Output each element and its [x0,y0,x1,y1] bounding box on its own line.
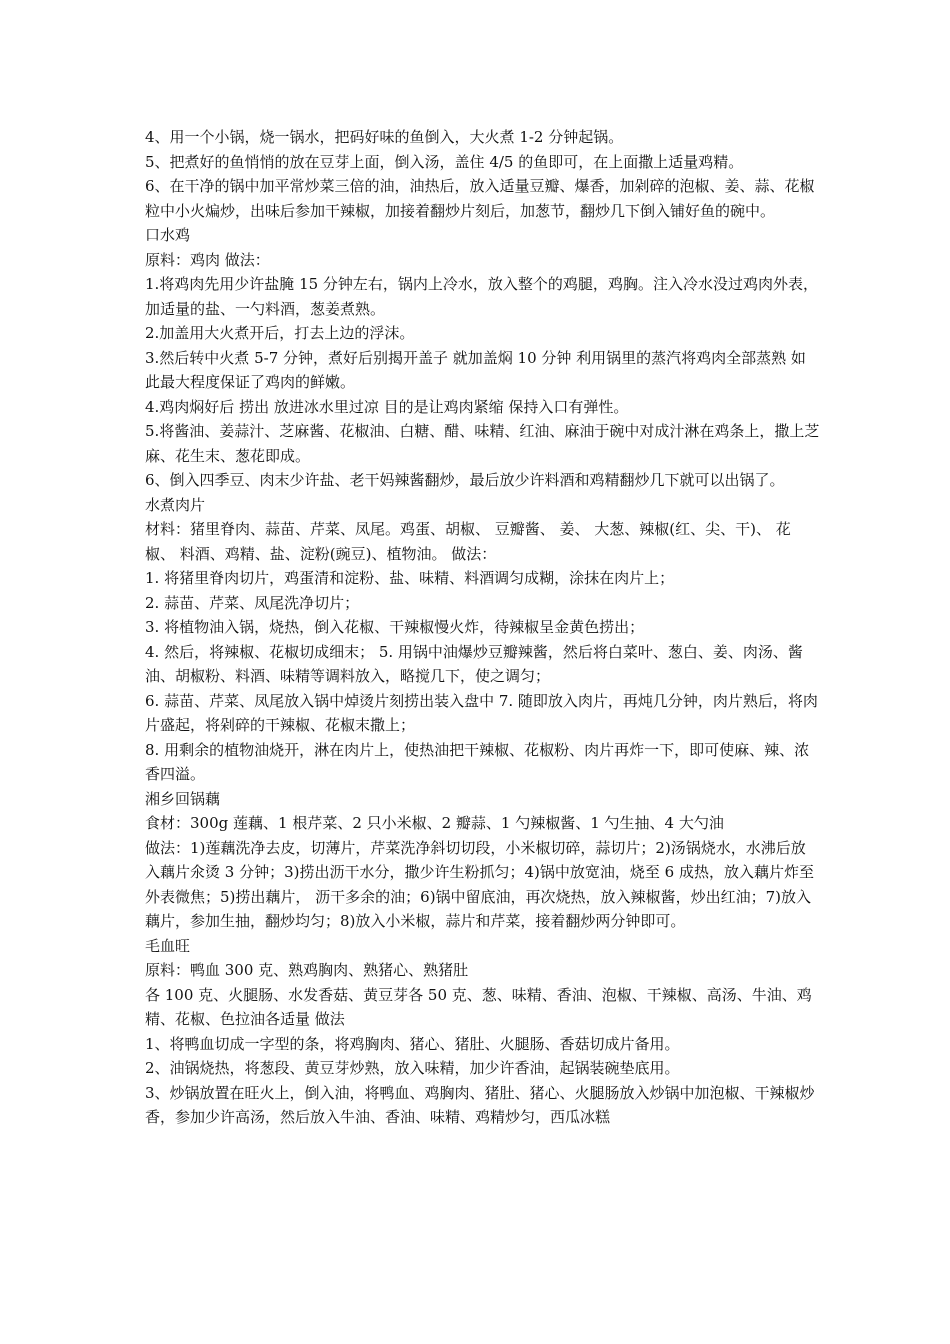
recipe-title-huiguo-ou: 湘乡回锅藕 [145,789,221,808]
koushuiji-step-4: 4.鸡肉焖好后 捞出 放进冰水里过凉 目的是让鸡肉紧缩 保持入口有弹性。 [145,397,629,416]
huiguo-ou-ingredients: 食材：300g 莲藕、1 根芹菜、2 只小米椒、2 瓣蒜、1 勺辣椒酱、1 勺生抽、4 大勺油 [145,814,724,832]
document-body [145,125,820,1130]
koushuiji-step-1: 1.将鸡肉先用少许盐腌 15 分钟左右，锅内上冷水，放入整个的鸡腿，鸡胸。注入冷水没过鸡肉外表，加适量的盐、一勺料酒，葱姜煮熟。 [145,275,818,318]
maoxuewang-ingredients-2: 各 100 克、火腿肠、水发香菇、黄豆芽各 50 克、葱、味精、香油、泡椒、干辣椒、高汤、牛油、鸡精、花椒、色拉油各适量 做法 [145,985,812,1028]
recipe-title-maoxuewang: 毛血旺 [145,936,191,955]
shuizhu-step-8: 8. 用剩余的植物油烧开，淋在肉片上，使热油把干辣椒、花椒粉、肉片再炸一下，即可使麻、辣、浓香四溢。 [145,740,810,783]
shuizhu-ingredients: 材料：猪里脊肉、蒜苗、芹菜、凤尾。鸡蛋、胡椒、 豆瓣酱、 姜、 大葱、辣椒(红、尖、干)、 花椒、 料酒、鸡精、盐、淀粉(豌豆)、植物油。 做法： [145,520,791,563]
koushuiji-step-6: 6、倒入四季豆、肉末少许盐、老干妈辣酱翻炒，最后放少许料酒和鸡精翻炒几下就可以出锅了。 [145,471,785,489]
step-5-place-fish: 5、把煮好的鱼悄悄的放在豆芽上面，倒入汤，盖住 4/5 的鱼即可，在上面撒上适量鸡精。 [145,152,744,171]
shuizhu-step-3: 3. 将植物油入锅，烧热，倒入花椒、干辣椒慢火炸，待辣椒呈金黄色捞出； [145,618,645,636]
maoxuewang-step-3: 3、炒锅放置在旺火上，倒入油，将鸭血、鸡胸肉、猪肚、猪心、火腿肠放入炒锅中加泡椒、干辣椒炒香，参加少许高汤，然后放入牛油、香油、味精、鸡精炒匀，西瓜冰糕 [145,1083,815,1126]
koushuiji-step-5: 5.将酱油、姜蒜汁、芝麻酱、花椒油、白糖、醋、味精、红油、麻油于碗中对成汁淋在鸡条上，撒上芝麻、花生末、葱花即成。 [145,422,820,465]
recipe-title-shuizhu-roupian: 水煮肉片 [145,495,206,514]
maoxuewang-step-1: 1、将鸭血切成一字型的条，将鸡胸肉、猪心、猪肚、火腿肠、香菇切成片备用。 [145,1034,680,1053]
maoxuewang-ingredients-1: 原料：鸭血 300 克、熟鸡胸肉、熟猪心、熟猪肚 [145,961,469,979]
koushuiji-step-2: 2.加盖用大火煮开后，打去上边的浮沫。 [145,324,415,342]
huiguo-ou-method: 做法：1)莲藕洗净去皮，切薄片，芹菜洗净斜切切段，小米椒切碎，蒜切片；2)汤锅烧水，水沸后放入藕片氽烫 3 分钟；3)捞出沥干水分，撒少许生粉抓匀；4)锅中放宽油，烧至 6 成热，放入藕片炸至外表微焦；5)捞出藕片， 沥干多余的油；6)锅中留底油，再次烧热，放入辣椒酱，炒出红油；7)放入藕片，参加生抽，翻炒均匀；8)放入小米椒，蒜片和芹菜，接着翻炒两分钟即可。 [145,838,814,930]
recipe-title-koushuiji: 口水鸡 [145,226,191,244]
shuizhu-step-4-5: 4. 然后，将辣椒、花椒切成细末； 5. 用锅中油爆炒豆瓣辣酱，然后将白菜叶、葱白、姜、肉汤、酱油、胡椒粉、料酒、味精等调料放入，略搅几下，使之调匀； [145,642,803,685]
koushuiji-step-3: 3.然后转中火煮 5-7 分钟，煮好后别揭开盖子 就加盖焖 10 分钟 利用锅里的蒸汽将鸡肉全部蒸熟 如此最大程度保证了鸡肉的鲜嫩。 [145,348,806,391]
koushuiji-ingredients: 原料：鸡肉 做法： [145,250,270,269]
shuizhu-step-6-7: 6. 蒜苗、芹菜、凤尾放入锅中焯烫片刻捞出装入盘中 7. 随即放入肉片，再炖几分钟，肉片熟后，将肉片盛起，将剁碎的干辣椒、花椒末撒上； [145,691,818,734]
maoxuewang-step-2: 2、油锅烧热，将葱段、黄豆芽炒熟，放入味精，加少许香油，起锅装碗垫底用。 [145,1059,680,1077]
shuizhu-step-2: 2. 蒜苗、芹菜、凤尾洗净切片； [145,593,360,612]
shuizhu-step-1: 1. 将猪里脊肉切片，鸡蛋清和淀粉、盐、味精、料酒调匀成糊，涂抹在肉片上； [145,569,675,587]
step-4-boil-fish: 4、用一个小锅，烧一锅水，把码好味的鱼倒入，大火煮 1-2 分钟起锅。 [145,128,624,146]
step-6-hot-oil: 6、在干净的锅中加平常炒菜三倍的油，油热后，放入适量豆瓣、爆香，加剁碎的泡椒、姜、蒜、花椒粒中小火煸炒，出味后参加干辣椒，加接着翻炒片刻后，加葱节，翻炒几下倒入铺好鱼的碗中。 [145,177,815,220]
